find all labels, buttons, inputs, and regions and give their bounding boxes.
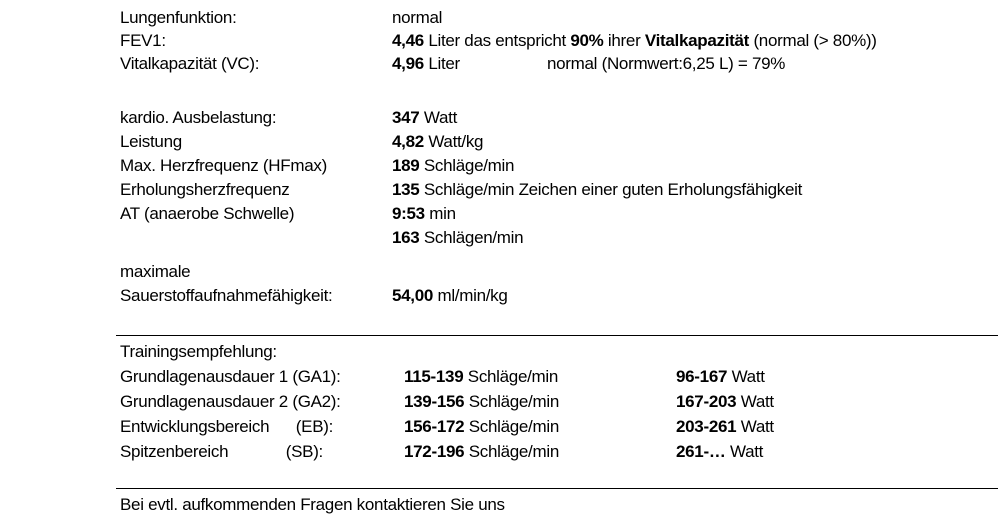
metric-value-bold: 163 (392, 228, 420, 247)
training-watt-bold: 261-… (676, 442, 726, 461)
training-watt (676, 366, 765, 388)
metric-value-text: Schläge/min Zeichen einer guten Erholungsfähigkeit (419, 180, 803, 199)
fev1-vk: Vitalkapazität (644, 31, 750, 50)
vo2-value (392, 285, 508, 307)
metric-value (392, 179, 802, 201)
vo2-unit: ml/min/kg (433, 286, 508, 305)
fev1-tail: (normal (> 80%)) (749, 31, 877, 50)
training-watt (676, 441, 763, 463)
divider (116, 335, 998, 336)
vc-note: normal (Normwert:6,25 L) = 79% (547, 54, 786, 73)
training-zone-name: Spitzenbereich (SB): (120, 442, 323, 461)
fev1-mid-text: ihrer (603, 31, 645, 50)
metric-value (392, 155, 514, 177)
training-hr-bold: 172-196 (404, 442, 465, 461)
training-watt-unit: Watt (725, 442, 764, 461)
fev1-percent: 90% (570, 31, 604, 50)
metric-value-bold: 4,82 (392, 132, 424, 151)
vc-value (392, 53, 460, 75)
training-watt-bold: 167-203 (676, 392, 737, 411)
training-hr-unit: Schläge/min (464, 417, 559, 436)
fev1-value (392, 30, 877, 52)
training-hr-unit: Schläge/min (464, 392, 559, 411)
metric-value-bold: 189 (392, 156, 420, 175)
training-watt-unit: Watt (727, 367, 765, 386)
lung-function-value: normal (392, 8, 443, 27)
metric-label: kardio. Ausbelastung: (120, 108, 277, 127)
divider (116, 488, 998, 489)
metric-value-bold: 9:53 (392, 204, 425, 223)
training-hr (404, 391, 559, 413)
metric-label: Max. Herzfrequenz (HFmax) (120, 156, 327, 175)
vc-liters: 4,96 (392, 54, 424, 73)
metric-value-text: Watt/kg (423, 132, 484, 151)
footer-contact-text: Bei evtl. aufkommenden Fragen kontaktieren Sie uns (120, 495, 505, 514)
training-heading: Trainingsempfehlung: (120, 342, 277, 361)
metric-label: AT (anaerobe Schwelle) (120, 204, 295, 223)
training-watt-unit: Watt (736, 417, 774, 436)
training-watt-bold: 96-167 (676, 367, 728, 386)
vo2-label-line2: Sauerstoffaufnahmefähigkeit: (120, 286, 333, 305)
metric-value-text: min (424, 204, 456, 223)
training-hr-unit: Schläge/min (463, 367, 559, 386)
metric-value (392, 227, 523, 249)
vc-unit: Liter (423, 54, 460, 73)
training-hr-unit: Schläge/min (464, 442, 559, 461)
metric-value-bold: 347 (392, 108, 420, 127)
vc-label: Vitalkapazität (VC): (120, 54, 260, 73)
training-hr (404, 441, 559, 463)
training-hr-bold: 156-172 (404, 417, 465, 436)
metric-value-text: Schläge/min (419, 156, 515, 175)
training-hr-bold: 115-139 (404, 367, 464, 386)
lung-function-label: Lungenfunktion: (120, 8, 237, 27)
metric-label: Erholungsherzfrequenz (120, 180, 290, 199)
vo2-label-line1: maximale (120, 262, 191, 281)
metric-value-text: Schlägen/min (419, 228, 524, 247)
training-watt (676, 416, 774, 438)
fev1-text: Liter das entspricht (423, 31, 571, 50)
training-zone-name: Entwicklungsbereich (EB): (120, 417, 334, 436)
training-hr-bold: 139-156 (404, 392, 465, 411)
training-watt-unit: Watt (736, 392, 774, 411)
training-hr (404, 416, 559, 438)
metric-value-bold: 135 (392, 180, 420, 199)
vo2-value-bold: 54,00 (392, 286, 434, 305)
training-zone-name: Grundlagenausdauer 2 (GA2): (120, 392, 341, 411)
training-zone-name: Grundlagenausdauer 1 (GA1): (120, 367, 341, 386)
training-watt-bold: 203-261 (676, 417, 737, 436)
fev1-liters: 4,46 (392, 31, 424, 50)
fev1-label: FEV1: (120, 31, 166, 50)
metric-label: Leistung (120, 132, 182, 151)
metric-value (392, 131, 483, 153)
metric-value-text: Watt (419, 108, 458, 127)
training-hr (404, 366, 558, 388)
metric-value (392, 107, 457, 129)
metric-value (392, 203, 456, 225)
training-watt (676, 391, 774, 413)
